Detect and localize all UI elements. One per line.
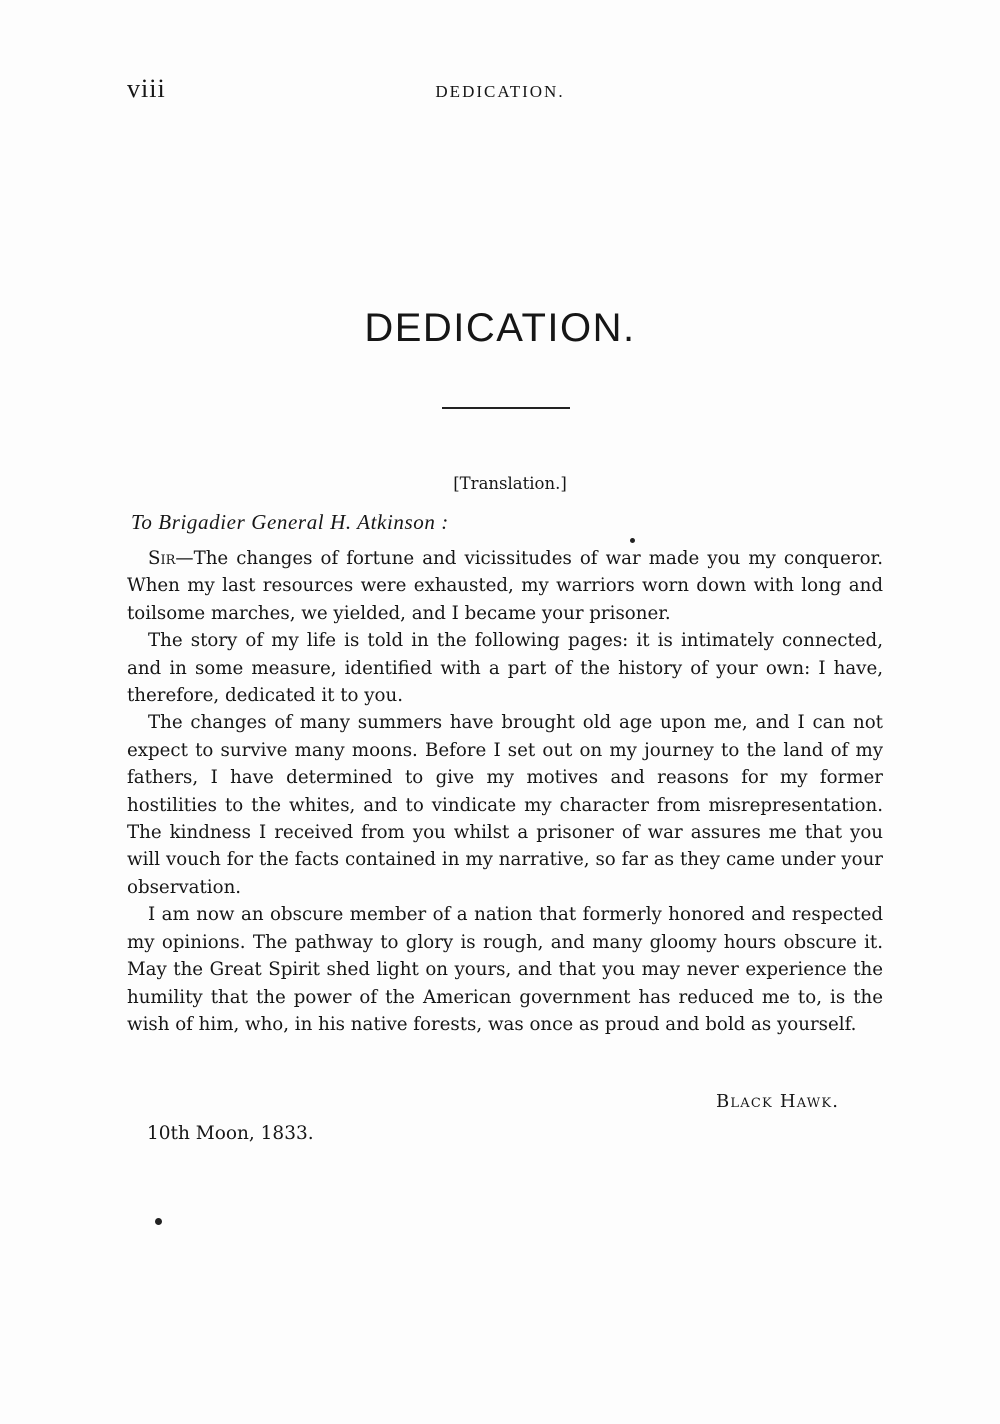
title-divider	[442, 407, 570, 409]
paragraph-1	[127, 545, 883, 627]
signature: Black Hawk.	[716, 1091, 840, 1112]
paragraph-3: The changes of many summers have brought old age upon me, and I can not expect to survive many moons. Before I set out on my journey to the land of my fathers, I have determined to give my motives and reasons for my former hostilities to the whites, and to vindicate my character from misrepresentation. The kindness I received from you whilst a prisoner of war assures me that you will vouch for the facts contained in my narrative, so far as they came under your observation.	[127, 712, 883, 898]
opening-word: Sir	[148, 548, 176, 569]
salutation: To Brigadier General H. Atkinson :	[131, 510, 449, 534]
paragraph-2: The story of my life is told in the following pages: it is intimately connected, and in some measure, identified with a part of the history of your own: I have, therefore, dedicated it to you.	[127, 630, 883, 707]
page-number: viii	[127, 74, 166, 103]
running-header: DEDICATION.	[435, 82, 565, 101]
dedication-body	[127, 545, 883, 1038]
ink-speck	[630, 538, 635, 543]
dateline: 10th Moon, 1833.	[147, 1123, 314, 1144]
page-title: DEDICATION.	[364, 306, 636, 350]
paragraph-4: I am now an obscure member of a nation that formerly honored and respected my opinions. The pathway to glory is rough, and many gloomy hours obscure it. May the Great Spirit shed light on yours, and that you may never experience the humility that the power of the American government has reduced me to, is the wish of him, who, in his native forests, was once as proud and bold as yourself.	[127, 904, 883, 1035]
paragraph-1-text: —The changes of fortune and vicissitudes of war made you my conqueror. When my last resources were exhausted, my warriors worn down with long and toilsome marches, we yielded, and I became your prisoner.	[127, 548, 883, 624]
ink-blot	[155, 1218, 162, 1225]
translation-note: [Translation.]	[453, 474, 567, 493]
